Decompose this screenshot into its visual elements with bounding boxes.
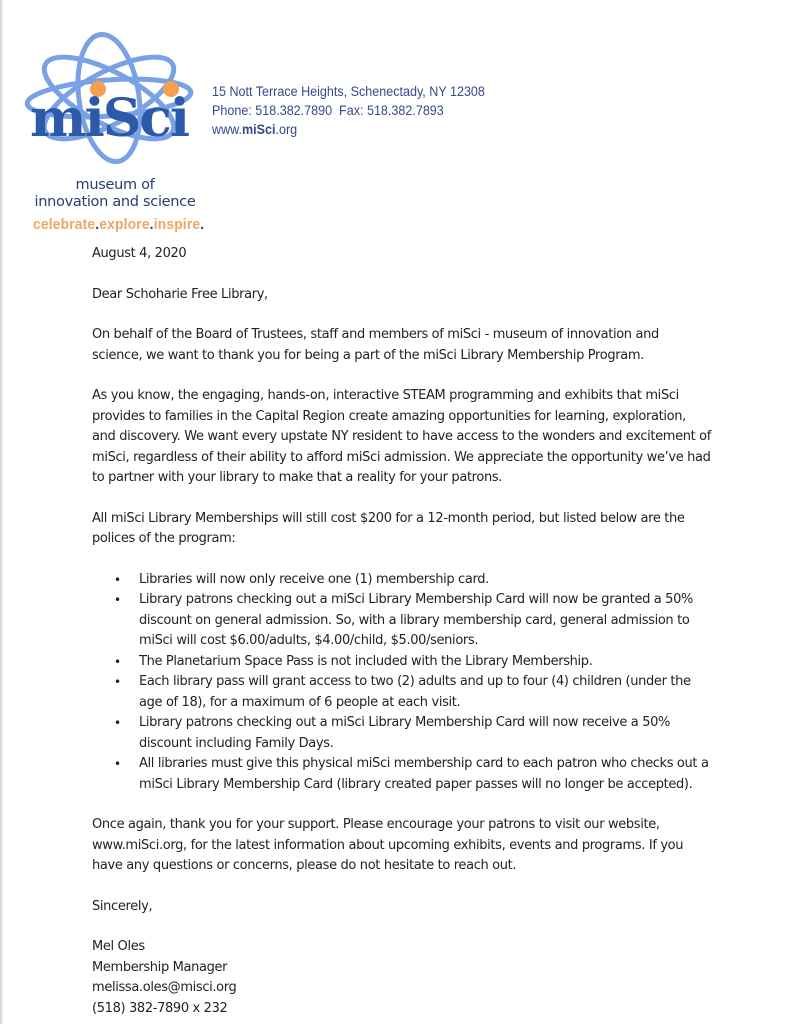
tagline-dot: . [200, 216, 205, 233]
org-name-line1: museum of [75, 177, 155, 193]
mission-paragraph: As you know, the engaging, hands-on, interactive STEAM programming and exhibits that miSci provides to families in the Capital Region create amazing opportunities for learning, exploration, and discovery. We want every upstate NY resident to have access to the wonders and excitement of miSci, regardless of their ability to afford miSci admission. We appreciate the opportunity we’ve had to partner with your library to make that a reality for your patrons. [92, 388, 711, 485]
policy-item: • All libraries must give this physical miSci membership card to each patron who checks out a miSci Library Membership Card (library created paper passes will no longer be accepted). [114, 754, 712, 795]
tagline-word-3: inspire [153, 216, 201, 233]
signer-email[interactable]: melissa.oles@misci.org [92, 980, 237, 995]
tagline-dot: . [95, 216, 100, 233]
website-brand: miSci [242, 122, 276, 137]
signature-block [92, 897, 712, 1020]
policy-item: • Libraries will now only receive one (1) membership card. [114, 570, 712, 591]
tagline-dot: . [149, 216, 154, 233]
policy-item: • Library patrons checking out a miSci Library Membership Card will now be granted a 50% discount on general admission. So, with a library membership card, general admission to miSci will cost $6.00/adults, $4.00/child, $5.00/seniors. [114, 590, 712, 652]
website-prefix: www. [212, 122, 243, 137]
policy-item: • Each library pass will grant access to two (2) adults and up to four (4) children (under the age of 18), for a maximum of 6 people at each visit. [114, 672, 712, 713]
contact-block [212, 82, 485, 139]
atom-logo-icon [24, 28, 194, 168]
policy-intro-paragraph: All miSci Library Memberships will still cost $200 for a 12-month period, but listed below are the polices of the program: [92, 510, 685, 546]
signer-phone: (518) 382-7890 x 232 [92, 1000, 228, 1016]
policy-item: • The Planetarium Space Pass is not included with the Library Membership. [114, 652, 712, 673]
tagline-word-1: celebrate [33, 216, 96, 233]
letter-body [92, 244, 712, 1019]
misci-logo [24, 28, 194, 168]
logo-wordmark: miSci [30, 88, 190, 149]
letter-date: August 4, 2020 [92, 246, 187, 261]
org-name-line2: innovation and science [34, 194, 196, 210]
greeting: Dear Schoharie Free Library, [92, 286, 268, 302]
policy-list [92, 570, 712, 796]
org-name [30, 177, 200, 211]
tagline-word-2: explore [99, 216, 150, 233]
phone-fax: Phone: 518.382.7890 Fax: 518.382.7893 [212, 103, 444, 118]
sign-off: Sincerely, [92, 898, 153, 914]
closing-paragraph: Once again, thank you for your support. Please encourage your patrons to visit our website, www.miSci.org, for the latest information about upcoming exhibits, events and programs. If you have any questions or concerns, please do not hesitate to reach out. [92, 817, 684, 873]
signer-title: Membership Manager [92, 959, 228, 975]
policy-item: • Library patrons checking out a miSci Library Membership Card will now receive a 50% discount including Family Days. [114, 713, 712, 754]
scan-edge [0, 0, 3, 1024]
tagline [33, 216, 204, 233]
street-address: 15 Nott Terrace Heights, Schenectady, NY 12308 [212, 84, 485, 99]
website-link[interactable] [212, 120, 485, 139]
website-suffix: .org [275, 122, 298, 137]
intro-paragraph: On behalf of the Board of Trustees, staff and members of miSci - museum of innovation and science, we want to thank you for being a part of the miSci Library Membership Program. [92, 327, 659, 363]
signer-name: Mel Oles [92, 939, 145, 954]
